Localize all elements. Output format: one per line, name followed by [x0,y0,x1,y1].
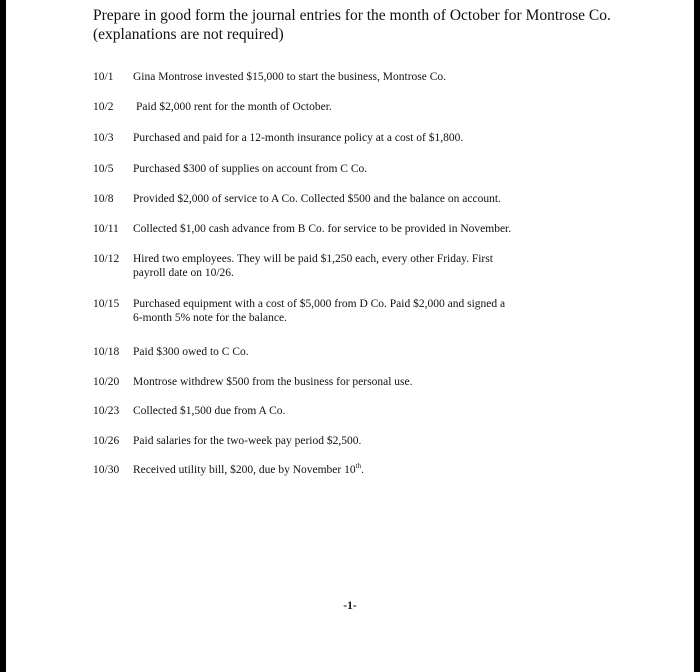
journal-entry-item [93,464,613,478]
entry-description: Paid salaries for the two-week pay period $2,500. [133,435,362,447]
entry-date: 10/30 [93,464,120,476]
journal-entry-item [93,405,613,419]
journal-entry-item [93,253,613,280]
entry-description [133,464,613,478]
entry-description-line-1: Purchased equipment with a cost of $5,000 from D Co. Paid $2,000 and signed a [133,298,506,310]
journal-entry-item [93,435,613,449]
entry-description: Purchased and paid for a 12-month insurance policy at a cost of $1,800. [133,132,464,144]
entry-description: Montrose withdrew $500 from the business for personal use. [133,376,413,388]
entry-description-line-2: payroll date on 10/26. [133,266,234,279]
title-line-2: (explanations are not required) [93,26,284,43]
entry-date: 10/12 [93,253,120,265]
entry-date: 10/18 [93,346,120,358]
entry-date: 10/2 [93,101,114,113]
entry-date: 10/3 [93,132,114,144]
entry-description: Paid $300 owed to C Co. [133,346,249,358]
journal-entry-item [93,346,613,360]
entry-date: 10/20 [93,376,120,388]
document-page [6,0,694,672]
entry-description-line-2: 6-month 5% note for the balance. [133,311,287,324]
entry-date: 10/11 [93,223,119,235]
journal-entry-item [93,71,613,85]
entry-description: Purchased $300 of supplies on account from C Co. [133,163,368,175]
entry-date: 10/15 [93,298,120,310]
journal-entry-item [93,163,613,177]
entry-description: Paid $2,000 rent for the month of October. [136,101,332,113]
entry-date: 10/8 [93,193,114,205]
entry-description-line-1: Hired two employees. They will be paid $1,250 each, every other Friday. First [133,253,493,265]
journal-entry-item [93,376,613,390]
entry-description: Collected $1,00 cash advance from B Co. for service to be provided in November. [133,223,512,235]
journal-entry-item [93,101,613,115]
journal-entry-item [93,223,613,237]
entry-date: 10/26 [93,435,120,447]
entry-description: Gina Montrose invested $15,000 to start the business, Montrose Co. [133,71,447,83]
entry-description [133,298,613,325]
page-title [93,6,653,44]
entry-description [133,253,613,280]
entry-description-suffix: . [361,464,364,476]
entry-description-text: Received utility bill, $200, due by November 10 [133,464,356,476]
entry-date: 10/1 [93,71,114,83]
entry-description: Provided $2,000 of service to A Co. Collected $500 and the balance on account. [133,193,501,205]
entry-date: 10/23 [93,405,120,417]
journal-entry-item [93,193,613,207]
ordinal-superscript: th [355,462,362,471]
entry-description: Collected $1,500 due from A Co. [133,405,286,417]
journal-entry-item [93,132,613,146]
journal-entry-item [93,298,613,325]
title-line-1: Prepare in good form the journal entries for the month of October for Montrose Co. [93,7,611,24]
page-number: -1- [343,600,357,612]
entry-date: 10/5 [93,163,114,175]
